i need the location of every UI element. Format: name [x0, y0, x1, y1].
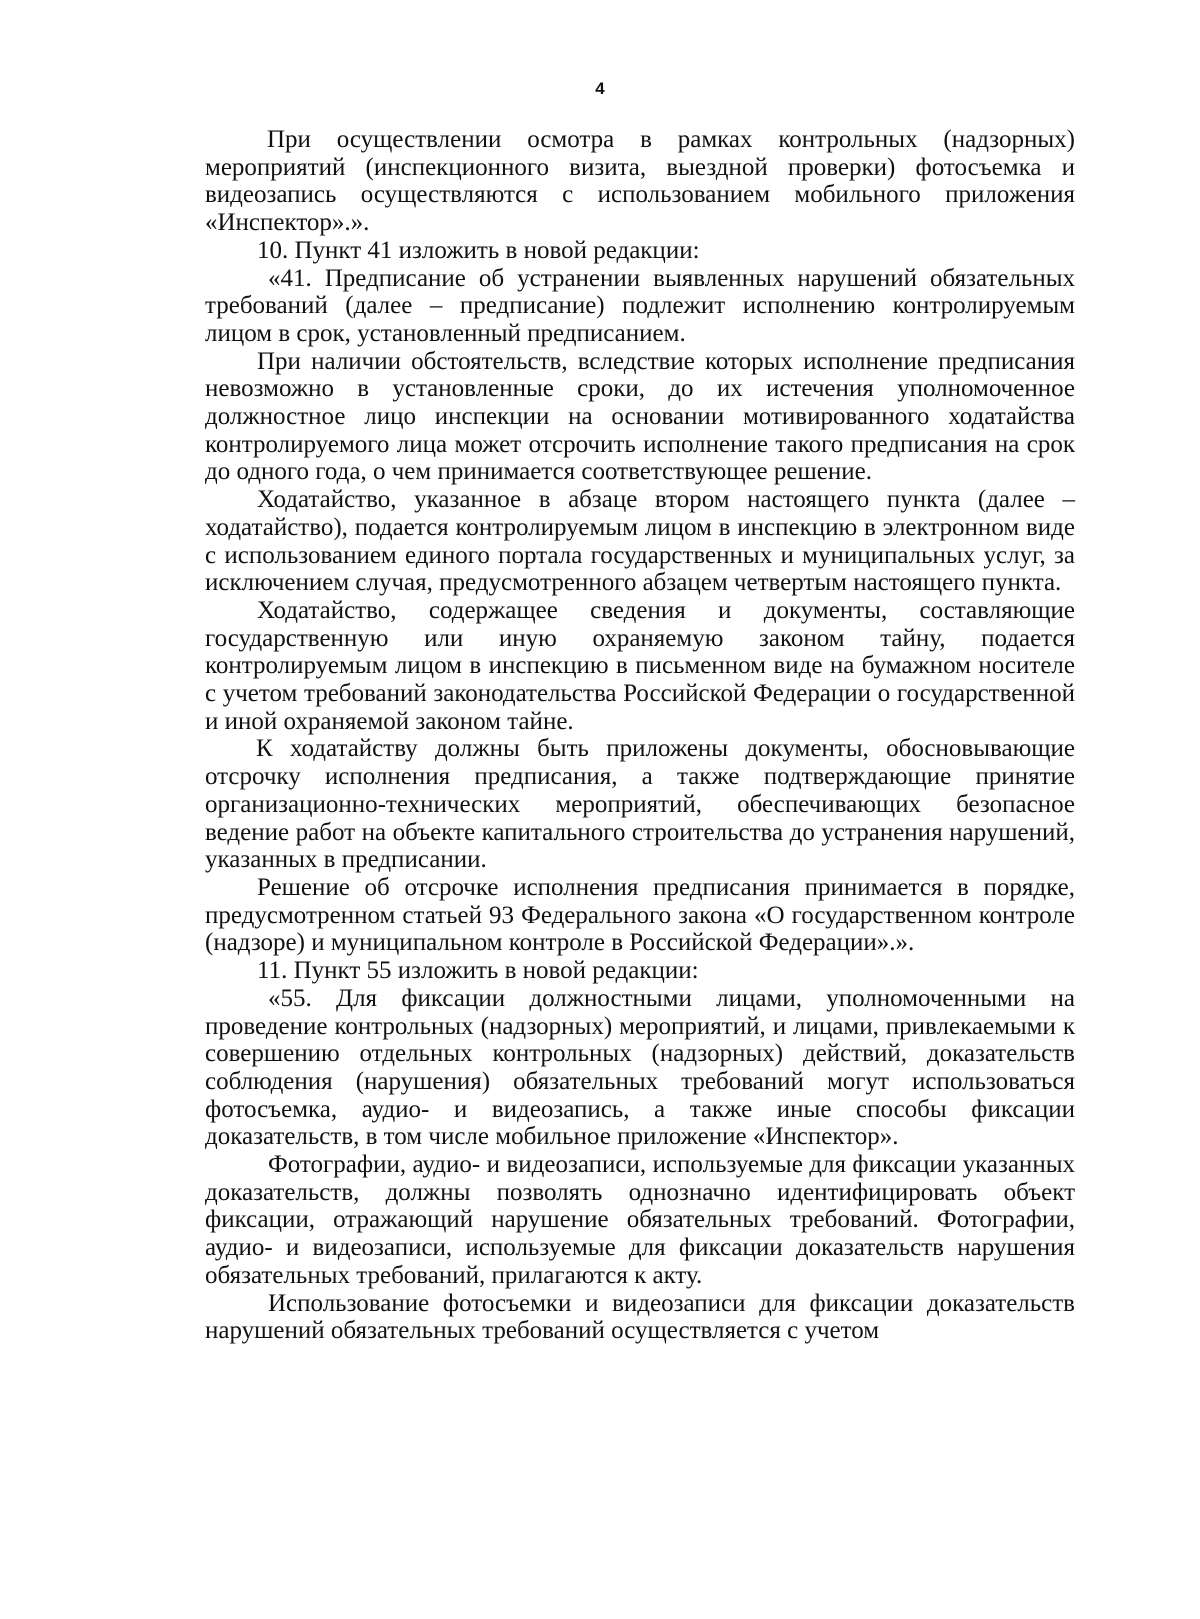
paragraph-petition-secret: Ходатайство, содержащее сведения и документы, составляющие государственную или иную охраняемую законом тайну, подается контролируемым лицом в инспекцию в письменном виде на бумажном носителе с учетом требований законодательства Российской Федерации о государственной и иной охраняемой законом тайне.	[205, 596, 1075, 735]
paragraph-clause-41: «41. Предписание об устранении выявленных нарушений обязательных требований (далее – предписание) подлежит исполнению контролируемым лицом в срок, установленный предписанием.	[205, 264, 1075, 347]
paragraph-use-of-photo-video: Использование фотосъемки и видеозаписи для фиксации доказательств нарушений обязательных требований осуществляется с учетом	[205, 1289, 1075, 1345]
paragraph-item-11-heading: 11. Пункт 55 изложить в новой редакции:	[257, 957, 699, 985]
document-body	[205, 126, 1075, 1345]
paragraph-photo-audio-evidence: Фотографии, аудио- и видеозаписи, используемые для фиксации указанных доказательств, должны позволять однозначно идентифицировать объект фиксации, отражающий нарушение обязательных требований. Фотографии, аудио- и видеозаписи, используемые для фиксации доказательств нарушения обязательных требований, прилагаются к акту.	[205, 1151, 1075, 1289]
paragraph-inspection-photo-video: При осуществлении осмотра в рамках контрольных (надзорных) мероприятий (инспекционного визита, выездной проверки) фотосъемка и видеозапись осуществляются с использованием мобильного приложения «Инспектор».».	[205, 126, 1075, 237]
paragraph-petition-documents: К ходатайству должны быть приложены документы, обосновывающие отсрочку исполнения предписания, а также подтверждающие принятие организационно-технических мероприятий, обеспечивающих безопасное ведение работ на объекте капитального строительства до устранения нарушений, указанных в предписании.	[205, 735, 1075, 874]
paragraph-item-10-heading: 10. Пункт 41 изложить в новой редакции:	[257, 236, 700, 264]
paragraph-clause-55: «55. Для фиксации должностными лицами, уполномоченными на проведение контрольных (надзорных) мероприятий, и лицами, привлекаемыми к совершению отдельных контрольных (надзорных) действий, доказательств соблюдения (нарушения) обязательных требований могут использоваться фотосъемка, аудио- и видеозапись, а также иные способы фиксации доказательств, в том числе мобильное приложение «Инспектор».	[205, 984, 1075, 1151]
paragraph-petition-electronic: Ходатайство, указанное в абзаце втором настоящего пункта (далее – ходатайство), подается контролируемым лицом в инспекцию в электронном виде с использованием единого портала государственных и муниципальных услуг, за исключением случая, предусмотренного абзацем четвертым настоящего пункта.	[205, 486, 1075, 597]
paragraph-deferral-decision: Решение об отсрочке исполнения предписания принимается в порядке, предусмотренном статьей 93 Федерального закона «О государственном контроле (надзоре) и муниципальном контроле в Российской Федерации».».	[205, 873, 1075, 957]
page-number: 4	[595, 79, 605, 98]
paragraph-deferral-conditions: При наличии обстоятельств, вследствие которых исполнение предписания невозможно в установленные сроки, до их истечения уполномоченное должностное лицо инспекции на основании мотивированного ходатайства контролируемого лица может отсрочить исполнение такого предписания на срок до одного года, о чем принимается соответствующее решение.	[205, 347, 1075, 486]
